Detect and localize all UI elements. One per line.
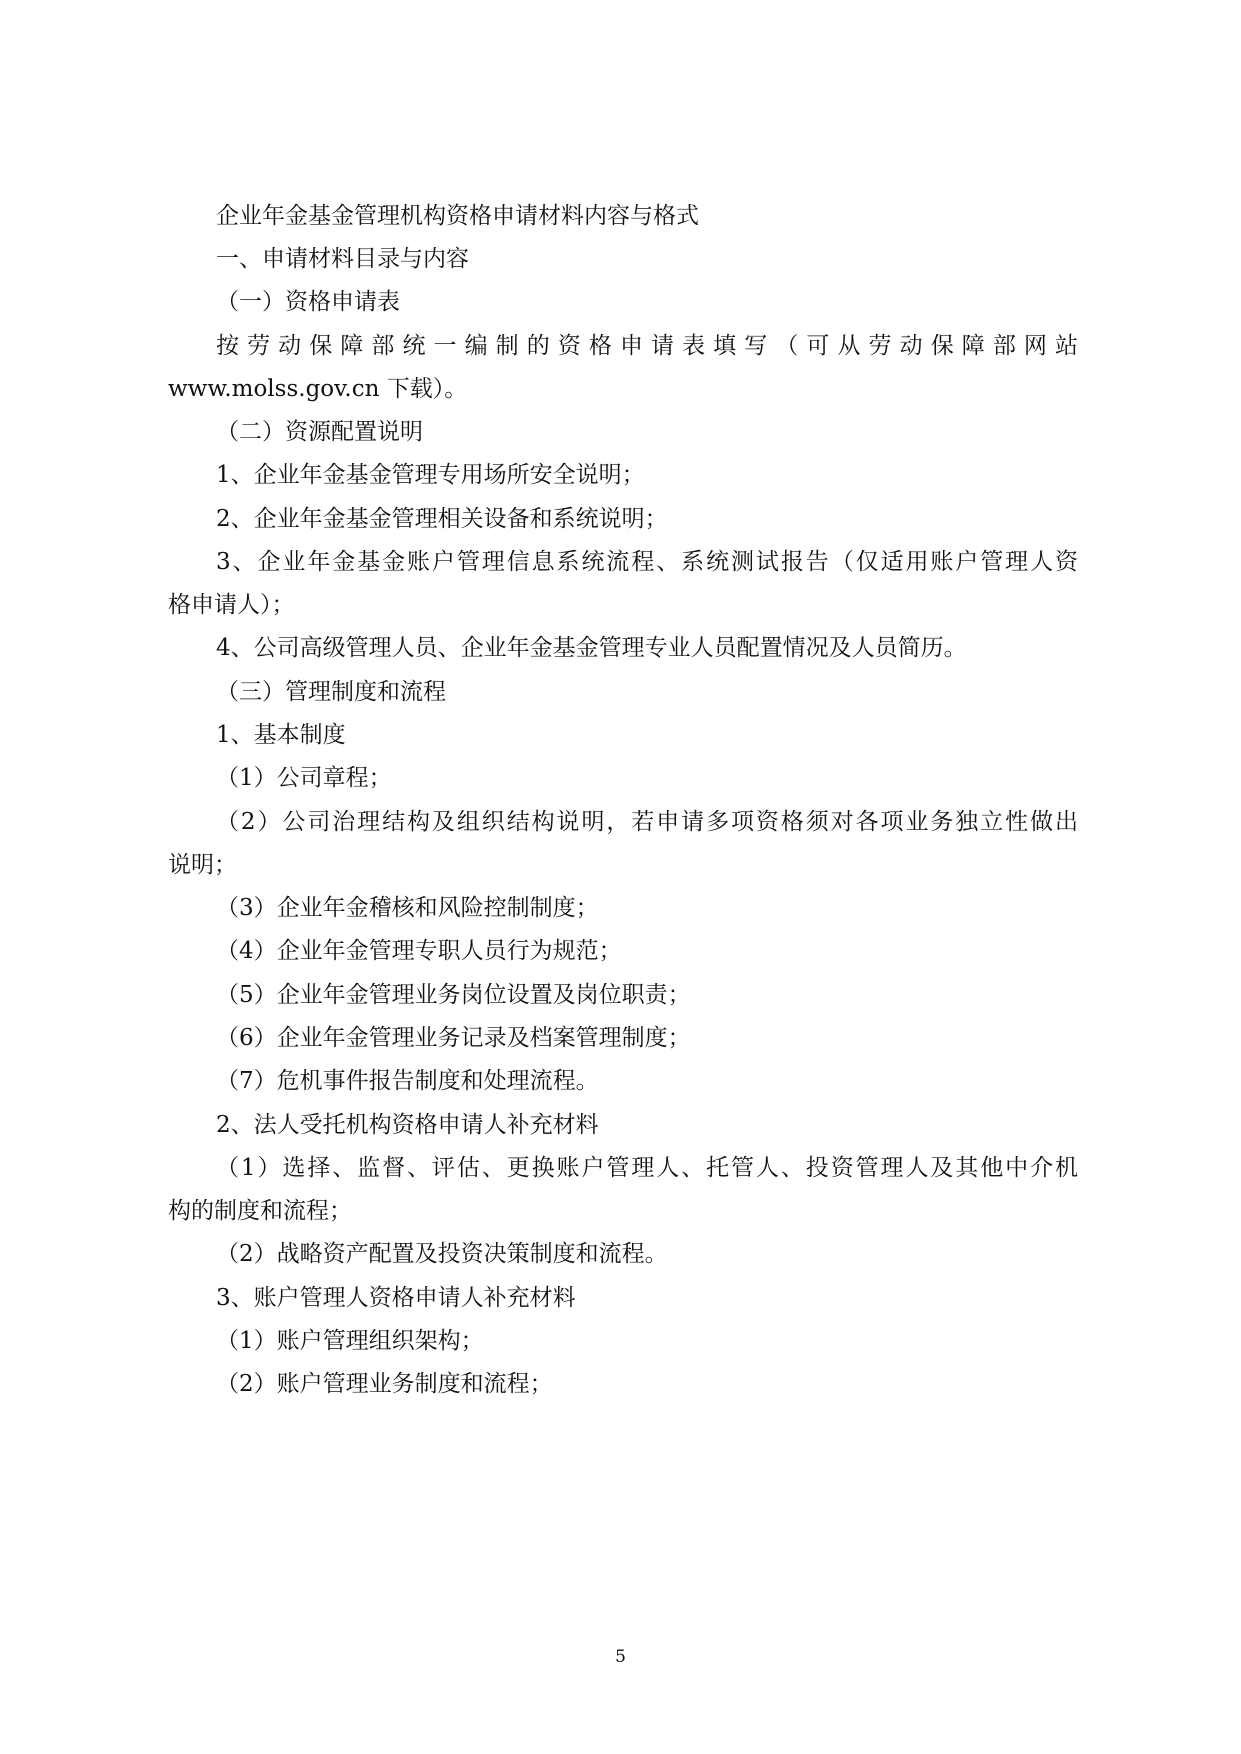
subsection-heading-resource-config: （二）资源配置说明: [216, 419, 423, 445]
list-item-continuation: 说明；: [168, 852, 237, 878]
subsection-heading-application-form: （一）资格申请表: [216, 289, 400, 315]
paragraph-line: www.molss.gov.cn 下载）。: [168, 376, 468, 402]
page-number: 5: [615, 1647, 626, 1667]
list-item-continuation: 格申请人）；: [168, 592, 295, 618]
list-item: 3、企业年金基金账户管理信息系统流程、系统测试报告（仅适用账户管理人资: [216, 549, 1078, 575]
list-heading-account-manager: 3、账户管理人资格申请人补充材料: [216, 1285, 576, 1311]
list-item: 4、公司高级管理人员、企业年金基金管理专业人员配置情况及人员简历。: [216, 635, 967, 661]
section-heading-application-materials: 一、申请材料目录与内容: [216, 246, 469, 272]
subsection-heading-management-system: （三）管理制度和流程: [216, 679, 446, 705]
list-item-continuation: 构的制度和流程；: [168, 1198, 352, 1224]
list-item: （5）企业年金管理业务岗位设置及岗位职责；: [216, 982, 691, 1008]
list-item: （2）账户管理业务制度和流程；: [216, 1371, 553, 1397]
list-heading-trustee: 2、法人受托机构资格申请人补充材料: [216, 1112, 599, 1138]
list-item: （2）公司治理结构及组织结构说明，若申请多项资格须对各项业务独立性做出: [216, 809, 1078, 835]
paragraph-line: 按劳动保障部统一编制的资格申请表填写（可从劳动保障部网站: [216, 333, 1078, 359]
list-heading-basic-system: 1、基本制度: [216, 722, 346, 748]
list-item: （3）企业年金稽核和风险控制制度；: [216, 895, 599, 921]
list-item: （2）战略资产配置及投资决策制度和流程。: [216, 1241, 668, 1267]
document-title: 企业年金基金管理机构资格申请材料内容与格式: [216, 203, 699, 229]
list-item: （1）账户管理组织架构；: [216, 1328, 484, 1354]
list-item: 1、企业年金基金管理专用场所安全说明；: [216, 462, 645, 488]
list-item: （4）企业年金管理专职人员行为规范；: [216, 938, 622, 964]
list-item: （1）公司章程；: [216, 765, 392, 791]
list-item: （7）危机事件报告制度和处理流程。: [216, 1068, 599, 1094]
list-item: （1）选择、监督、评估、更换账户管理人、托管人、投资管理人及其他中介机: [216, 1155, 1078, 1181]
list-item: （6）企业年金管理业务记录及档案管理制度；: [216, 1025, 691, 1051]
list-item: 2、企业年金基金管理相关设备和系统说明；: [216, 506, 668, 532]
